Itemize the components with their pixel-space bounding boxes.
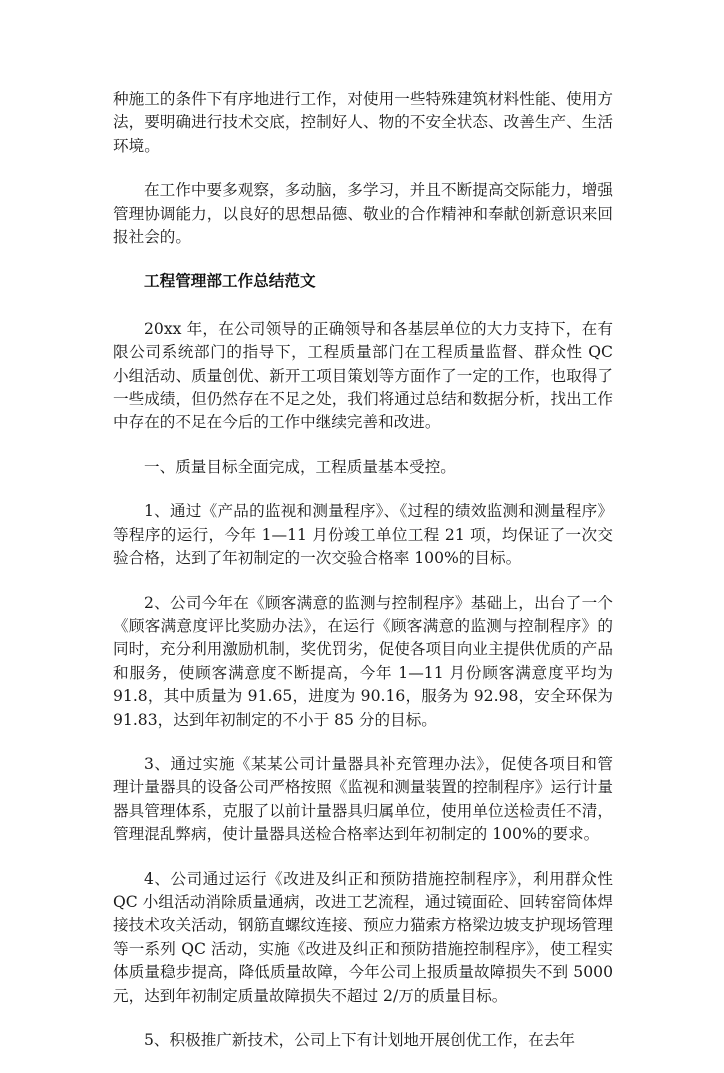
paragraph-item-5: 5、积极推广新技术，公司上下有计划地开展创优工作，在去年: [144, 1031, 575, 1049]
paragraph-item-1: 1、通过《产品的监视和测量程序》、《过程的绩效监测和测量程序》等程序的运行，今年 1—11 月份竣工单位工程 21 项，均保证了一次交验合格，达到了年初制定的一次交验合格率 100%的目标。: [113, 502, 613, 568]
paragraph-item-3: 3、通过实施《某某公司计量器具补充管理办法》，促使各项目和管理计量器具的设备公司严格按照《监视和测量装置的控制程序》运行计量器具管理体系，克服了以前计量器具归属单位，使用单位送检责任不清，管理混乱弊病，使计量器具送检合格率达到年初制定的 100%的要求。: [113, 754, 613, 844]
paragraph-observation: 在工作中要多观察，多动脑，多学习，并且不断提高交际能力，增强管理协调能力，以良好的思想品德、敬业的合作精神和奉献创新意识来回报社会的。: [113, 181, 613, 247]
paragraph-construction-conditions: 种施工的条件下有序地进行工作，对使用一些特殊建筑材料性能、使用方法，要明确进行技术交底，控制好人、物的不安全状态、改善生产、生活环境。: [113, 90, 613, 155]
paragraph-item-4: 4、公司通过运行《改进及纠正和预防措施控制程序》，利用群众性 QC 小组活动消除质量通病，改进工艺流程，通过镜面砼、回转窑筒体焊接技术攻关活动，钢筋直螺纹连接、预应力猫索方格梁边坡支护现场管理等一系列 QC 活动，实施《改进及纠正和预防措施控制程序》，使工程实体质量稳步提高，降低质量故障，今年公司上报质量故障损失不到 5000 元，达到年初制定质量故障损失不超过 2/万的质量目标。: [113, 869, 613, 1005]
paragraph-quality-goal-heading: 一、质量目标全面完成，工程质量基本受控。: [144, 457, 456, 476]
section-heading: 工程管理部工作总结范文: [144, 272, 316, 291]
document-page: [113, 88, 613, 1073]
paragraph-intro-summary: 20xx 年，在公司领导的正确领导和各基层单位的大力支持下，在有限公司系统部门的指导下，工程质量部门在工程质量监督、群众性 QC 小组活动、质量创优、新开工项目策划等方面作了一定的工作，也取得了一些成绩，但仍然存在不足之处，我们将通过总结和数据分析，找出工作中存在的不足在今后的工作中继续完善和改进。: [113, 319, 613, 432]
paragraph-item-2: 2、公司今年在《顾客满意的监测与控制程序》基础上，出台了一个《顾客满意度评比奖励办法》，在运行《顾客满意的监测与控制程序》的同时，充分利用激励机制，奖优罚劣，促使各项目向业主提供优质的产品和服务，使顾客满意度不断提高，今年 1—11 月份顾客满意度平均为 91.8，其中质量为 91.65，进度为 90.16，服务为 92.98，安全环保为 91.83，达到年初制定的不小于 85 分的目标。: [113, 593, 613, 729]
